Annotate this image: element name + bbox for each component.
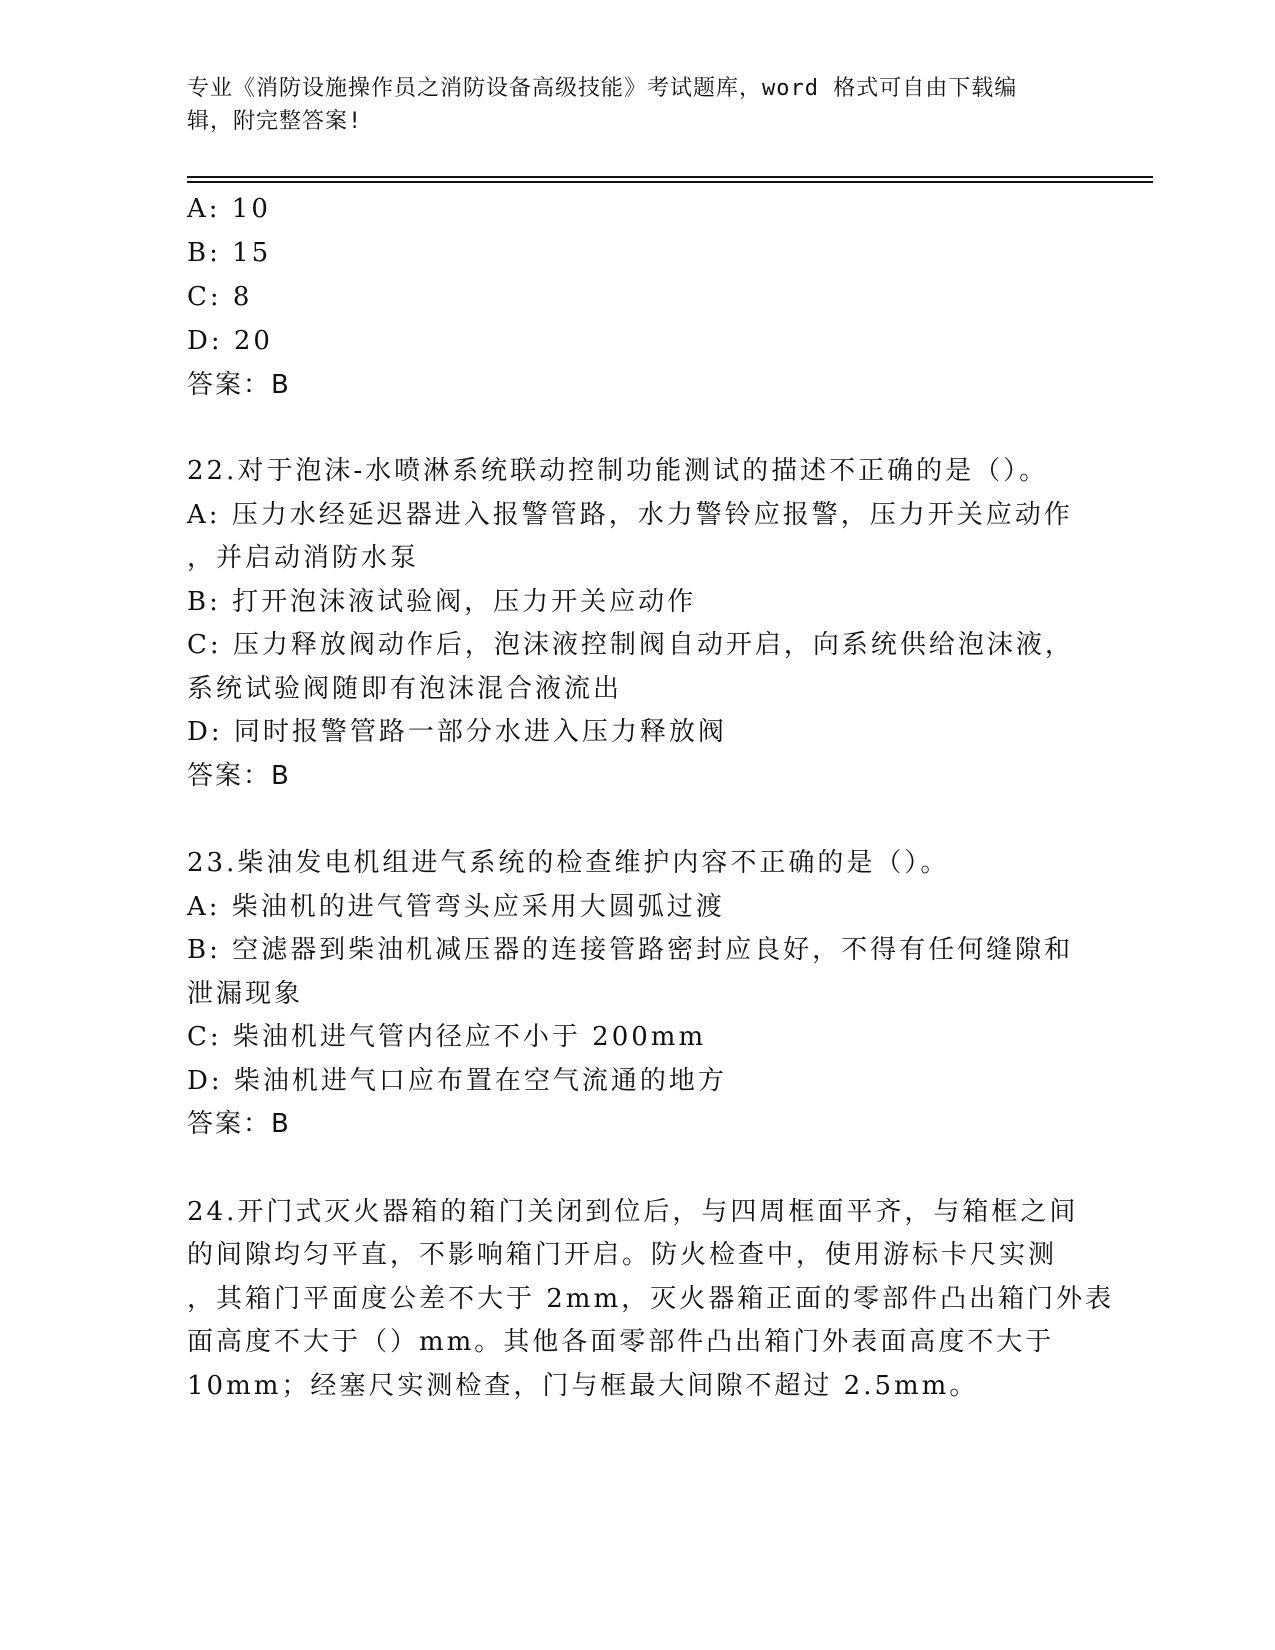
q21-option-b: B: 15 bbox=[187, 238, 272, 268]
q24-question-line-1: 24.开门式灭火器箱的箱门关闭到位后，与四周框面平齐，与箱框之间 bbox=[187, 1197, 1079, 1227]
q22-option-d: D: 同时报警管路一部分水进入压力释放阀 bbox=[187, 717, 727, 747]
q22-option-a-line-1: A: 压力水经延迟器进入报警管路，水力警铃应报警，压力开关应动作 bbox=[187, 500, 1073, 530]
q24-question-line-2: 的间隙均匀平直，不影响箱门开启。防火检查中，使用游标卡尺实测 bbox=[187, 1240, 1058, 1270]
q22-option-c-line-2: 系统试验阀随即有泡沫混合液流出 bbox=[187, 674, 623, 704]
q23-option-a: A: 柴油机的进气管弯头应采用大圆弧过渡 bbox=[187, 892, 725, 922]
q21-option-d: D: 20 bbox=[187, 326, 273, 356]
q23-answer: 答案：B bbox=[187, 1109, 291, 1139]
q23-question: 23.柴油发电机组进气系统的检查维护内容不正确的是（）。 bbox=[187, 848, 950, 878]
q23-option-b-line-2: 泄漏现象 bbox=[187, 979, 304, 1009]
q21-option-a: A: 10 bbox=[187, 194, 271, 224]
q22-question: 22.对于泡沫-水喷淋系统联动控制功能测试的描述不正确的是（）。 bbox=[187, 456, 1049, 486]
q21-answer: 答案：B bbox=[187, 370, 291, 400]
q23-option-d: D: 柴油机进气口应布置在空气流通的地方 bbox=[187, 1066, 727, 1096]
q23-option-c: C: 柴油机进气管内径应不小于 200mm bbox=[187, 1022, 707, 1052]
header-line-2: 辑，附完整答案! bbox=[187, 109, 363, 134]
q23-option-b-line-1: B: 空滤器到柴油机减压器的连接管路密封应良好，不得有任何缝隙和 bbox=[187, 935, 1074, 965]
q24-question-line-4: 面高度不大于（）mm。其他各面零部件凸出箱门外表面高度不大于 bbox=[187, 1327, 1055, 1357]
q24-question-line-3: ，其箱门平面度公差不大于 2mm，灭火器箱正面的零部件凸出箱门外表 bbox=[187, 1284, 1115, 1314]
header-rule-bottom bbox=[187, 181, 1153, 183]
document-header bbox=[187, 72, 1067, 138]
header-line-1: 专业《消防设施操作员之消防设备高级技能》考试题库，word 格式可自由下载编 bbox=[187, 76, 1018, 101]
q22-answer: 答案：B bbox=[187, 761, 291, 791]
header-rule-top bbox=[187, 176, 1153, 178]
q22-option-c-line-1: C: 压力释放阀动作后，泡沫液控制阀自动开启，向系统供给泡沫液， bbox=[187, 630, 1074, 660]
q22-option-a-line-2: ，并启动消防水泵 bbox=[187, 543, 420, 573]
q21-option-c: C: 8 bbox=[187, 282, 253, 312]
q22-option-b: B: 打开泡沫液试验阀，压力开关应动作 bbox=[187, 587, 697, 617]
q24-question-line-5: 10mm；经塞尺实测检查，门与框最大间隙不超过 2.5mm。 bbox=[187, 1371, 979, 1401]
